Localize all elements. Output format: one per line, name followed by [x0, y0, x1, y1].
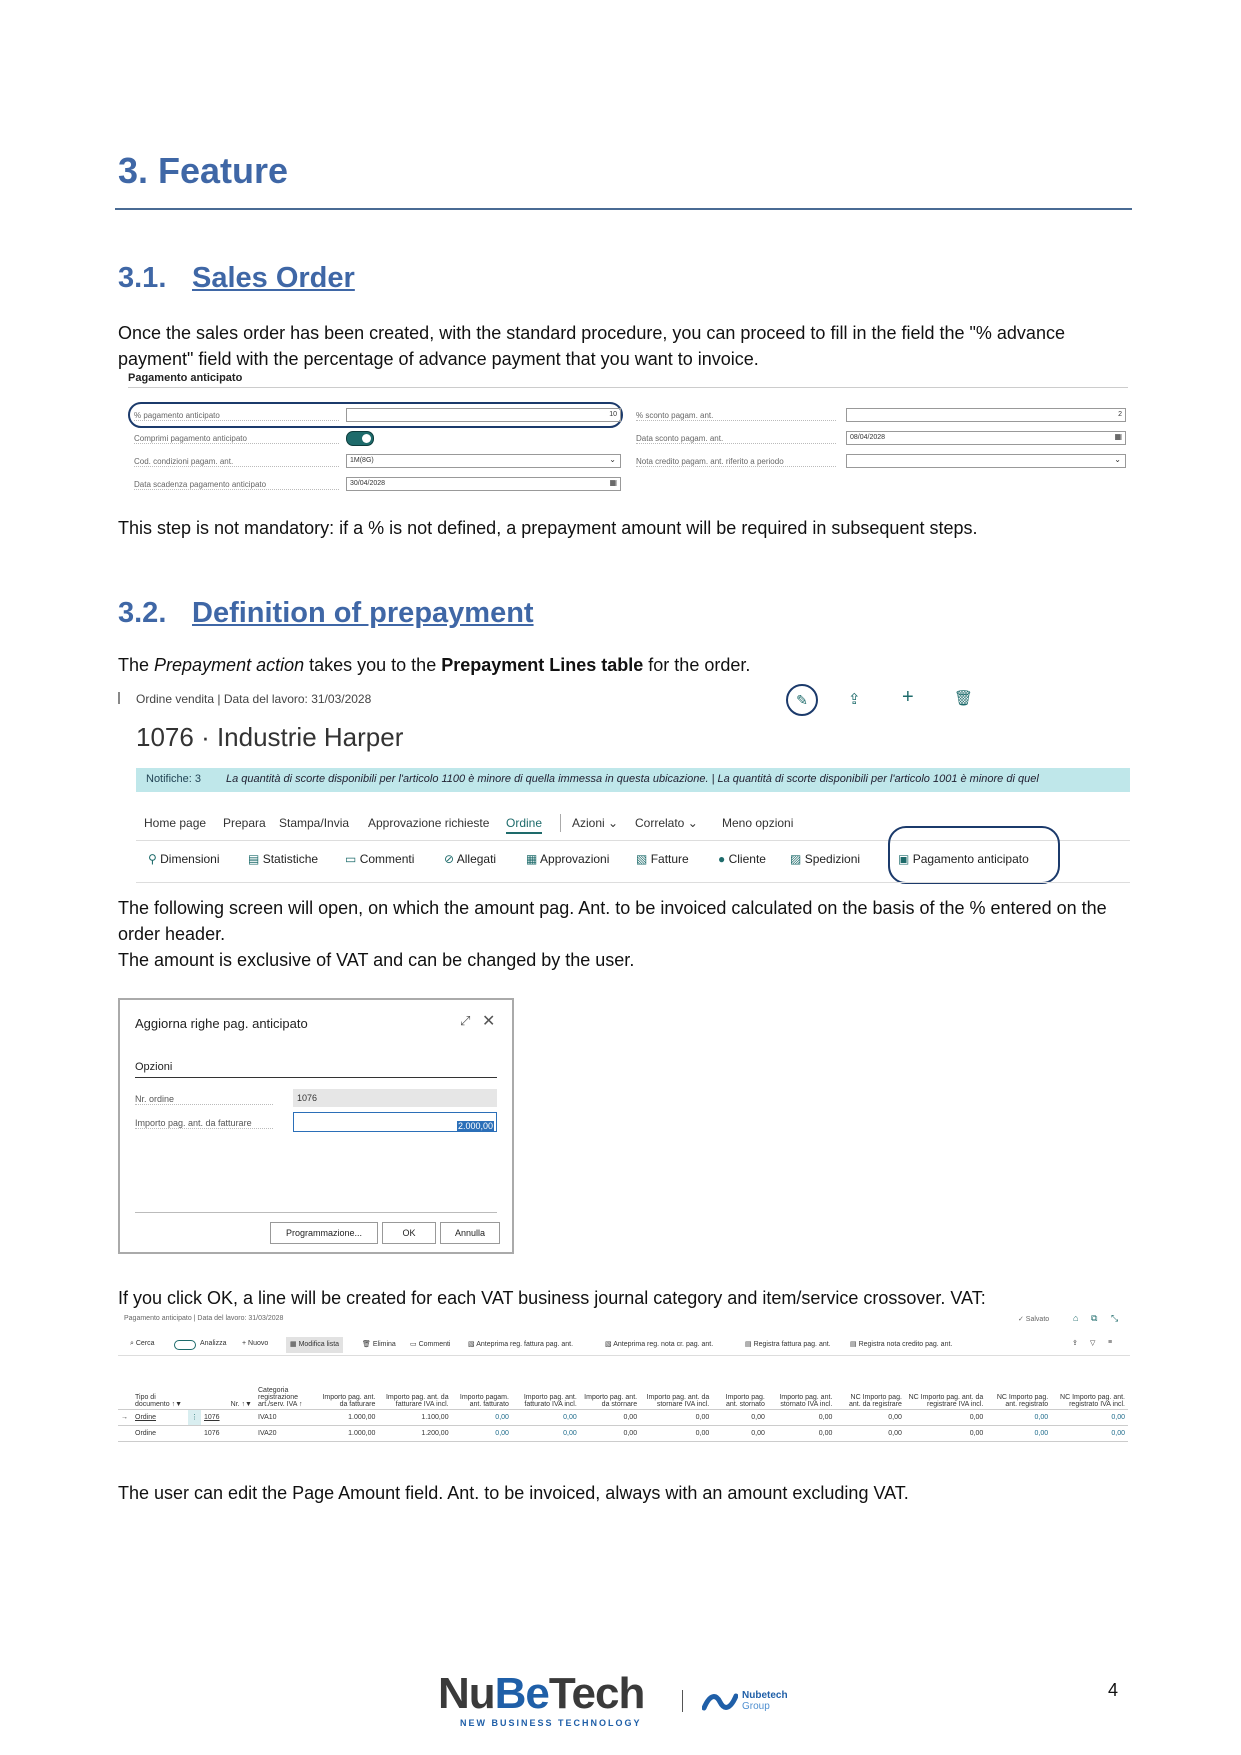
table-cell[interactable]: 0,00 — [495, 1429, 509, 1437]
row-indicator-header — [118, 1359, 132, 1409]
notification-bar[interactable] — [136, 768, 1130, 792]
preview-icon: ▧ — [468, 1341, 475, 1348]
table-cell[interactable]: 1076 — [204, 1413, 220, 1421]
table-cell[interactable]: Ordine — [135, 1429, 157, 1437]
tab-prepara[interactable]: Prepara — [223, 816, 266, 830]
programmazione-button[interactable]: Programmazione... — [270, 1222, 378, 1244]
tab-ordine[interactable]: Ordine — [506, 816, 542, 834]
action-bar-divider — [118, 1355, 1130, 1356]
prepayment-icon: ▣ — [898, 852, 910, 866]
text-run-italic: Prepayment action — [154, 655, 305, 675]
chevron-down-icon: ⌄ — [608, 816, 619, 830]
breadcrumb: Pagamento anticipato | Data del lavoro: 31/03/2028 — [124, 1315, 284, 1322]
post-icon: ▤ — [850, 1341, 857, 1348]
table-cell[interactable]: 0,00 — [563, 1413, 577, 1421]
post-icon: ▤ — [745, 1341, 752, 1348]
calendar-icon: ▦ — [609, 478, 617, 487]
logo-divider — [682, 1690, 683, 1712]
table-cell: 0,00 — [888, 1413, 902, 1421]
table-cell: IVA10 — [258, 1413, 277, 1421]
paragraph-vat: The amount is exclusive of VAT and can be changed by the user. — [118, 950, 635, 970]
table-cell: 1.100,00 — [421, 1413, 449, 1421]
table-cell[interactable]: 0,00 — [563, 1429, 577, 1437]
sales-order-screenshot — [118, 684, 1130, 884]
paragraph-user-edit: The user can edit the Page Amount field. Ant. to be invoiced, always with an amount excluding VAT. — [118, 1483, 909, 1503]
edit-list-action[interactable] — [286, 1337, 343, 1353]
search-action[interactable] — [130, 1340, 155, 1348]
toggle-knob — [362, 434, 371, 443]
table-cell: 0,00 — [888, 1429, 902, 1437]
table-row[interactable] — [118, 1409, 1128, 1425]
add-icon[interactable]: + — [902, 686, 914, 708]
text-run-bold: Prepayment Lines table — [441, 655, 644, 675]
row-menu-cell — [188, 1425, 201, 1441]
options-section-title: Opzioni — [135, 1061, 173, 1073]
due-date-input[interactable] — [346, 477, 621, 491]
action-commenti[interactable] — [345, 852, 414, 866]
section-heading-3-2 — [118, 597, 534, 630]
action-approvazioni[interactable] — [526, 852, 609, 866]
table-cell: 0,00 — [969, 1413, 984, 1421]
tab-stampa-invia[interactable]: Stampa/Invia — [279, 816, 350, 830]
nubetech-group-logo — [702, 1690, 788, 1717]
action-allegati[interactable] — [444, 852, 496, 866]
delete-action[interactable] — [362, 1340, 396, 1348]
preview-icon: ▧ — [605, 1341, 612, 1348]
selected-value: 2.000,00 — [457, 1121, 493, 1131]
action-dimensioni[interactable] — [148, 852, 220, 866]
table-cell: 0,00 — [751, 1413, 765, 1421]
close-icon[interactable]: ✕ — [482, 1013, 496, 1030]
action-fatture[interactable] — [636, 852, 689, 866]
update-prepayment-dialog — [118, 998, 514, 1254]
collapse-icon[interactable]: ⤡ — [1111, 1313, 1119, 1323]
table-row[interactable] — [118, 1425, 1128, 1441]
logo-tagline: NEW BUSINESS TECHNOLOGY — [460, 1718, 642, 1728]
field-label: % sconto pagam. ant. — [636, 411, 836, 421]
prepayment-fieldgroup-screenshot — [118, 370, 1128, 490]
column-header[interactable]: Importo pag. ant. fatturato IVA incl. — [523, 1393, 577, 1408]
column-header[interactable]: Importo pag. ant. da stornare IVA incl. — [646, 1393, 710, 1408]
popout-icon[interactable]: ⧉ — [1091, 1313, 1098, 1323]
amount-to-invoice-input[interactable] — [293, 1112, 497, 1132]
order-number-field: 1076 — [293, 1089, 497, 1107]
cancel-button[interactable]: Annulla — [440, 1222, 500, 1244]
delete-icon: 🗑 — [362, 1341, 371, 1348]
highlight-ellipse — [888, 826, 1060, 884]
row-menu-header — [188, 1359, 201, 1409]
field-label: Cod. condizioni pagam. ant. — [134, 457, 339, 467]
dialog-title: Aggiorna righe pag. anticipato — [135, 1016, 308, 1031]
text-run: takes you to the — [304, 655, 442, 675]
field-label: Data scadenza pagamento anticipato — [134, 480, 339, 490]
list-icon[interactable]: ≡ — [1108, 1339, 1113, 1346]
delete-icon[interactable]: 🗑 — [954, 690, 974, 707]
prepayment-lines-screenshot — [118, 1315, 1130, 1465]
tab-home[interactable]: Home page — [144, 816, 207, 830]
tab-azioni[interactable] — [572, 816, 618, 830]
search-icon: ⌕ — [130, 1340, 134, 1347]
paragraph-not-mandatory: This step is not mandatory: if a % is not defined, a prepayment amount will be required in subsequent steps. — [118, 518, 978, 538]
action-label: Statistiche — [262, 852, 319, 866]
attachment-icon: ⊘ — [444, 852, 455, 866]
table-cell[interactable]: 0,00 — [1111, 1429, 1125, 1437]
table-cell: 1.200,00 — [421, 1429, 449, 1437]
table-cell: 0,00 — [969, 1429, 984, 1437]
comments-action[interactable] — [410, 1340, 450, 1348]
action-label: Anteprima reg. fattura pag. ant. — [476, 1341, 574, 1348]
action-label: Modifica lista — [298, 1341, 340, 1348]
field-label: Comprimi pagamento anticipato — [134, 434, 339, 444]
field-label: Nr. ordine — [135, 1094, 273, 1105]
page-number: 4 — [1108, 1680, 1119, 1700]
table-cell: 0,00 — [751, 1429, 765, 1437]
action-label: Commenti — [418, 1341, 451, 1348]
ok-button[interactable]: OK — [382, 1222, 436, 1244]
credit-note-period-select[interactable] — [846, 454, 1126, 468]
table-cell: IVA20 — [258, 1429, 277, 1437]
calendar-icon: ▦ — [1114, 432, 1122, 441]
record-title: 1076 · Industrie Harper — [136, 722, 404, 752]
breadcrumb: Ordine vendita | Data del lavoro: 31/03/2028 — [136, 692, 372, 706]
action-label: Dimensioni — [160, 852, 220, 866]
discount-percent-input[interactable]: 2 — [846, 408, 1126, 422]
actions-divider — [136, 882, 1130, 883]
table-cell: 0,00 — [818, 1413, 833, 1421]
analyze-toggle[interactable] — [174, 1340, 196, 1350]
table-cell[interactable]: 1.000,00 — [348, 1413, 376, 1421]
shipment-icon: ▨ — [790, 852, 802, 866]
column-header[interactable]: Importo pagam. ant. fatturato — [459, 1393, 509, 1408]
table-cell: 0,00 — [623, 1413, 638, 1421]
field-label: Nota credito pagam. ant. riferito a periodo — [636, 457, 836, 467]
table-cell[interactable]: 0,00 — [495, 1413, 509, 1421]
compress-prepayment-toggle[interactable] — [346, 431, 374, 446]
action-label: Elimina — [372, 1341, 396, 1348]
paragraph-prepayment-action — [118, 652, 1138, 678]
input-value: 08/04/2028 — [850, 434, 886, 441]
comment-icon: ▭ — [410, 1341, 417, 1348]
logo-wordmark: NuBeTech — [438, 1669, 645, 1718]
select-value: 1M(8G) — [350, 457, 374, 464]
section-title: Definition of prepayment — [192, 597, 534, 629]
field-label: % pagamento anticipato — [134, 411, 339, 421]
table-cell: 0,00 — [695, 1413, 710, 1421]
payment-terms-select[interactable] — [346, 454, 621, 468]
share-icon[interactable]: ⇪ — [1072, 1340, 1078, 1347]
notification-text: La quantità di scorte disponibili per l'articolo 1100 è minore di quella immessa in questa ubicazione. | La quantità di scorte disponibili per l'articolo 1001 è minore di quel — [226, 773, 1039, 785]
prepayment-lines-table — [118, 1359, 1128, 1442]
paragraph-screen-open: The following screen will open, on which the amount pag. Ant. to be invoiced calculated on the basis of the % entered on the order header. — [118, 898, 1107, 944]
edge-marker — [118, 692, 120, 704]
column-header[interactable]: Importo pag. ant. da stornare — [584, 1393, 638, 1408]
action-label: Registra nota credito pag. ant. — [858, 1341, 953, 1348]
column-header[interactable]: Nr. ↑▼ — [230, 1400, 252, 1408]
text-run: for the order. — [643, 655, 751, 675]
column-header[interactable]: Importo pag. ant. stornato IVA incl. — [779, 1393, 833, 1408]
action-statistiche[interactable] — [248, 852, 318, 866]
page-heading: 3. Feature — [118, 150, 289, 191]
action-label: Cliente — [728, 852, 766, 866]
chevron-down-icon: ⌄ — [687, 816, 698, 830]
tab-approvazione[interactable]: Approvazione richieste — [368, 816, 490, 830]
new-action[interactable]: + Nuovo — [242, 1340, 269, 1347]
share-icon[interactable]: ⇪ — [848, 691, 861, 708]
action-label: Cerca — [135, 1340, 155, 1347]
edit-icon[interactable]: ✎ — [786, 684, 818, 716]
expand-icon[interactable]: ⤢ — [460, 1013, 471, 1028]
column-header[interactable]: Categoria registrazione art./serv. IVA ↑ — [258, 1386, 303, 1408]
row-indicator — [118, 1425, 132, 1441]
dimensions-icon: ⚲ — [148, 852, 157, 866]
column-header[interactable]: NC Importo pag. ant. da registrare IVA incl. — [908, 1393, 984, 1408]
column-header[interactable]: Importo pag. ant. da fatturare — [322, 1393, 376, 1408]
action-label: Approvazioni — [540, 852, 610, 866]
field-label: Data sconto pagam. ant. — [636, 434, 836, 444]
action-label[interactable]: Analizza — [200, 1340, 227, 1347]
tab-meno-opzioni[interactable]: Meno opzioni — [722, 816, 794, 830]
table-cell: 0,00 — [623, 1429, 638, 1437]
table-cell[interactable]: 0,00 — [1034, 1429, 1049, 1437]
tab-label: Azioni — [572, 816, 605, 830]
action-label: Pagamento anticipato — [912, 852, 1029, 866]
notification-count: Notifiche: 3 — [146, 773, 202, 785]
table-cell[interactable]: 0,00 — [1111, 1413, 1125, 1421]
preview-credit-action[interactable] — [605, 1340, 713, 1348]
table-cell[interactable]: 0,00 — [1034, 1413, 1049, 1421]
bookmark-icon[interactable]: ⌂ — [1073, 1313, 1079, 1323]
tab-correlato[interactable] — [635, 816, 698, 830]
column-header[interactable]: Importo pag. ant. da fatturare IVA incl. — [385, 1393, 449, 1408]
group-divider — [128, 387, 1128, 388]
post-invoice-action[interactable] — [745, 1340, 831, 1348]
section-number: 3.2. — [118, 597, 167, 629]
row-selected-icon: → — [121, 1413, 128, 1421]
column-header[interactable]: NC Importo pag. ant. registrato — [996, 1393, 1049, 1408]
group-title: Pagamento anticipato — [128, 372, 243, 384]
section-heading-3-1 — [118, 262, 355, 295]
table-cell[interactable]: 1.000,00 — [348, 1429, 376, 1437]
heading-rule — [115, 208, 1132, 210]
footer-divider — [135, 1212, 497, 1213]
action-label: Fatture — [650, 852, 689, 866]
column-header[interactable]: NC Importo pag. ant. registrato IVA incl. — [1060, 1393, 1125, 1408]
saved-status: ✓ Salvato — [1018, 1316, 1050, 1323]
group-logo-icon — [702, 1690, 738, 1712]
prepayment-percent-input[interactable]: 10 — [346, 408, 621, 422]
list-action-bar — [118, 1337, 1130, 1353]
group-sub: Group — [742, 1701, 770, 1712]
field-label: Importo pag. ant. da fatturare — [135, 1118, 273, 1129]
row-menu-icon[interactable]: ⋮ — [188, 1409, 201, 1425]
group-name: Nubetech — [742, 1690, 788, 1701]
post-credit-action[interactable] — [850, 1340, 952, 1348]
table-cell[interactable]: 1076 — [204, 1429, 220, 1437]
section-divider — [135, 1077, 497, 1078]
tab-label: Correlato — [635, 816, 685, 830]
paragraph-intro: Once the sales order has been created, with the standard procedure, you can proceed to fill in the field the "% advance payment" field with the percentage of advance payment that you want to invoice. — [118, 323, 1065, 369]
table-header-row — [118, 1359, 1128, 1409]
discount-date-input[interactable] — [846, 431, 1126, 445]
edit-list-icon: ▦ — [290, 1341, 297, 1348]
paragraph-click-ok: If you click OK, a line will be created for each VAT business journal category and item/service crossover. VAT: — [118, 1288, 986, 1308]
approvals-icon: ▦ — [526, 852, 538, 866]
text-run: The — [118, 655, 155, 675]
comment-icon: ▭ — [345, 852, 357, 866]
filter-icon[interactable]: ▽ — [1090, 1340, 1096, 1347]
action-label: Registra fattura pag. ant. — [753, 1341, 831, 1348]
chevron-down-icon: ⌄ — [1114, 455, 1121, 464]
preview-invoice-action[interactable] — [468, 1340, 573, 1348]
section-title: Sales Order — [192, 262, 355, 294]
column-header[interactable]: NC Importo pag. ant. da registrare — [848, 1393, 902, 1408]
action-label: Allegati — [456, 852, 497, 866]
input-value: 30/04/2028 — [350, 480, 386, 487]
column-header[interactable]: Importo pag. ant. stornato — [725, 1393, 765, 1408]
chevron-down-icon: ⌄ — [609, 455, 616, 464]
table-cell: 0,00 — [818, 1429, 833, 1437]
table-cell[interactable]: Ordine — [135, 1413, 157, 1421]
invoice-icon: ▧ — [636, 852, 648, 866]
tab-divider — [560, 814, 561, 832]
action-label: Commenti — [359, 852, 415, 866]
table-cell: 0,00 — [695, 1429, 710, 1437]
customer-icon: ● — [718, 852, 726, 866]
logo-text — [438, 1669, 645, 1718]
column-header[interactable]: Tipo di documento ↑▼ — [135, 1393, 183, 1408]
action-label: Anteprima reg. nota cr. pag. ant. — [613, 1341, 714, 1348]
section-number: 3.1. — [118, 262, 167, 294]
action-cliente[interactable] — [718, 852, 766, 866]
statistics-icon: ▤ — [248, 852, 260, 866]
action-label: Spedizioni — [804, 852, 861, 866]
action-spedizioni[interactable] — [790, 852, 860, 866]
